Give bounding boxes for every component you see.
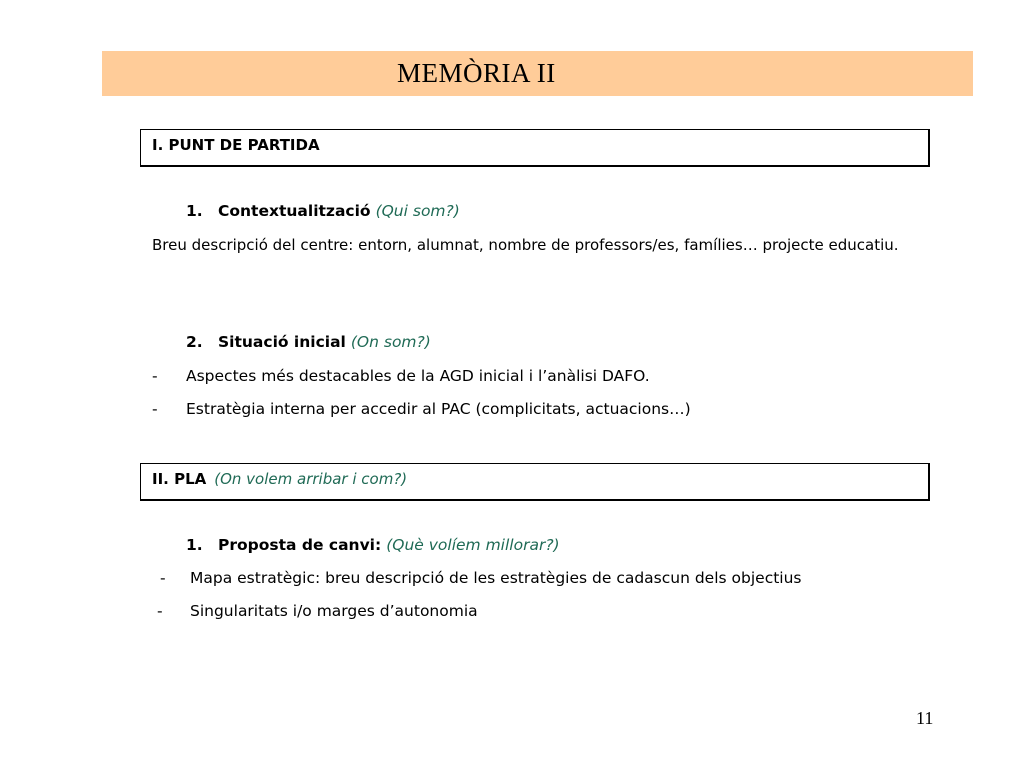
list-item: [160, 569, 802, 587]
list-item-text: Aspectes més destacables de la AGD inicial i l’anàlisi DAFO.: [186, 367, 650, 385]
section-label: [152, 470, 407, 488]
item-question: (On som?): [350, 333, 431, 351]
item-question: (Qui som?): [375, 202, 460, 220]
item-title: Situació inicial: [218, 333, 346, 351]
section-label: I. PUNT DE PARTIDA: [152, 136, 320, 154]
list-item-text: Estratègia interna per accedir al PAC (complicitats, actuacions…): [186, 400, 691, 418]
section-box-punt-de-partida: [140, 129, 930, 167]
bullet-marker: -: [152, 400, 158, 418]
bullet-marker: -: [160, 569, 166, 587]
page-title: MEMÒRIA II: [397, 58, 556, 88]
section-label-text: II. PLA: [152, 470, 207, 488]
item-title: Proposta de canvi:: [218, 536, 382, 554]
item-number: 1.: [186, 202, 203, 220]
list-item: [157, 602, 478, 620]
item-heading-situacio-inicial: [186, 333, 431, 351]
context-paragraph: Breu descripció del centre: entorn, alumnat, nombre de professors/es, famílies… projecte educatiu.: [152, 236, 899, 254]
list-item: [152, 367, 650, 385]
item-heading-proposta-de-canvi: [186, 536, 560, 554]
list-item: [152, 400, 691, 418]
item-heading-contextualitzacio: [186, 202, 460, 220]
item-question: (Què volíem millorar?): [386, 536, 560, 554]
bullet-marker: -: [157, 602, 163, 620]
item-number: 1.: [186, 536, 203, 554]
section-question: (On volem arribar i com?): [214, 470, 408, 488]
bullet-marker: -: [152, 367, 158, 385]
item-number: 2.: [186, 333, 203, 351]
section-box-pla: [140, 463, 930, 501]
page-number: 11: [916, 708, 934, 728]
list-item-text: Mapa estratègic: breu descripció de les estratègies de cadascun dels objectius: [190, 569, 802, 587]
list-item-text: Singularitats i/o marges d’autonomia: [190, 602, 478, 620]
item-title: Contextualització: [218, 202, 371, 220]
